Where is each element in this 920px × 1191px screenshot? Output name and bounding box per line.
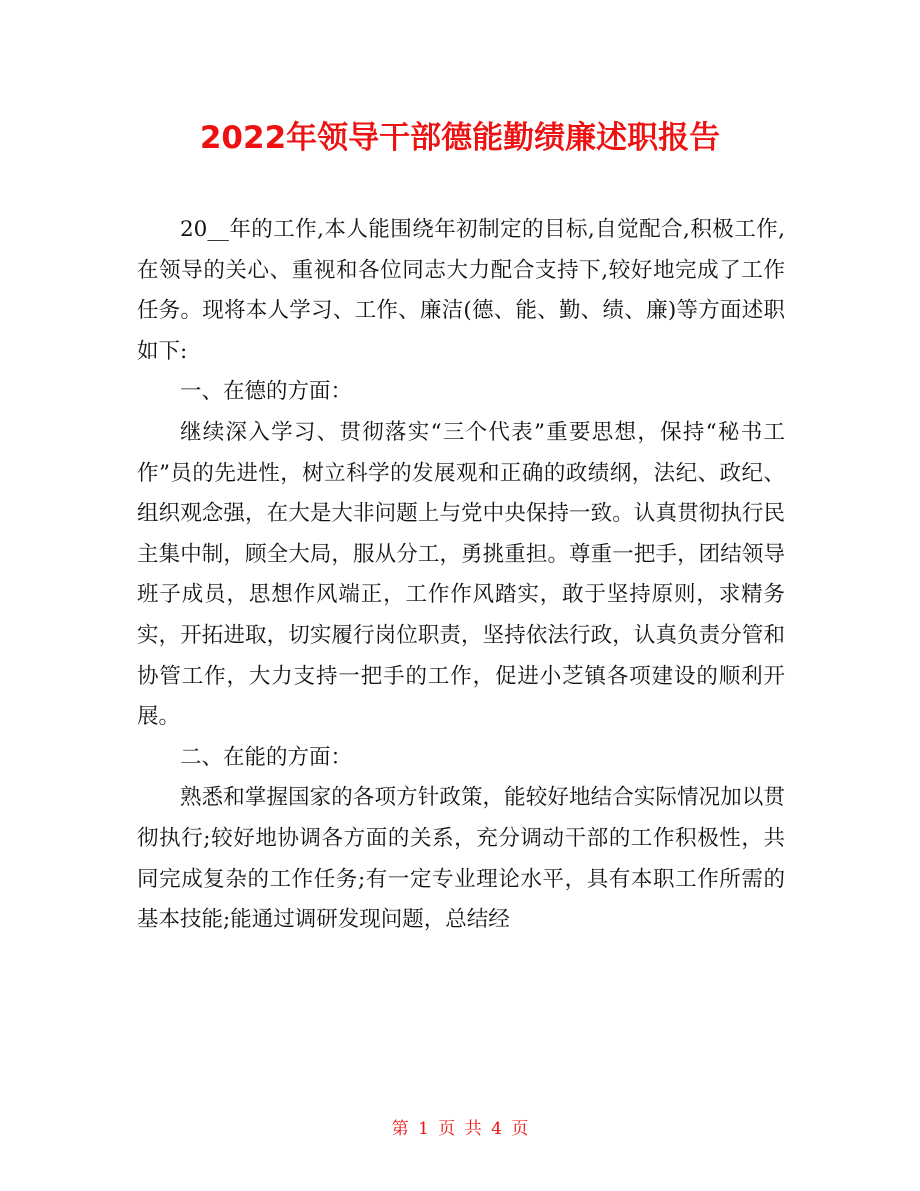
page-number-footer: 第 1 页 共 4 页 [391, 1119, 529, 1139]
paragraph-neng: 熟悉和掌握国家的各项方针政策，能较好地结合实际情况加以贯彻执行;较好地协调各方面的关系，充分调动干部的工作积极性，共同完成复杂的工作任务;有一定专业理论水平，具有本职工作所需的基本技能;能通过调研发现问题，总结经 [137, 785, 785, 933]
document-body [137, 210, 785, 941]
paragraph-de: 继续深入学习、贯彻落实“三个代表”重要思想，保持“秘书工作”员的先进性，树立科学的发展观和正确的政绩纲，法纪、政纪、组织观念强，在大是大非问题上与党中央保持一致。认真贯彻执行民主集中制，顾全大局，服从分工，勇挑重担。尊重一把手，团结领导班子成员，思想作风端正，工作作风踏实，敢于坚持原则，求精务实，开拓进取，切实履行岗位职责，坚持依法行政，认真负责分管和协管工作，大力支持一把手的工作，促进小芝镇各项建设的顺利开展。 [137, 419, 785, 730]
section-heading-de: 一、在德的方面： [180, 379, 353, 405]
paragraph-intro: 20__年的工作,本人能围绕年初制定的目标,自觉配合,积极工作,在领导的关心、重视和各位同志大力配合支持下,较好地完成了工作任务。现将本人学习、工作、廉洁(德、能、勤、绩、廉)等方面述职如下: [137, 217, 785, 364]
document-title: 2022年领导干部德能勤绩廉述职报告 [199, 120, 721, 156]
section-heading-neng: 二、在能的方面： [180, 744, 353, 770]
